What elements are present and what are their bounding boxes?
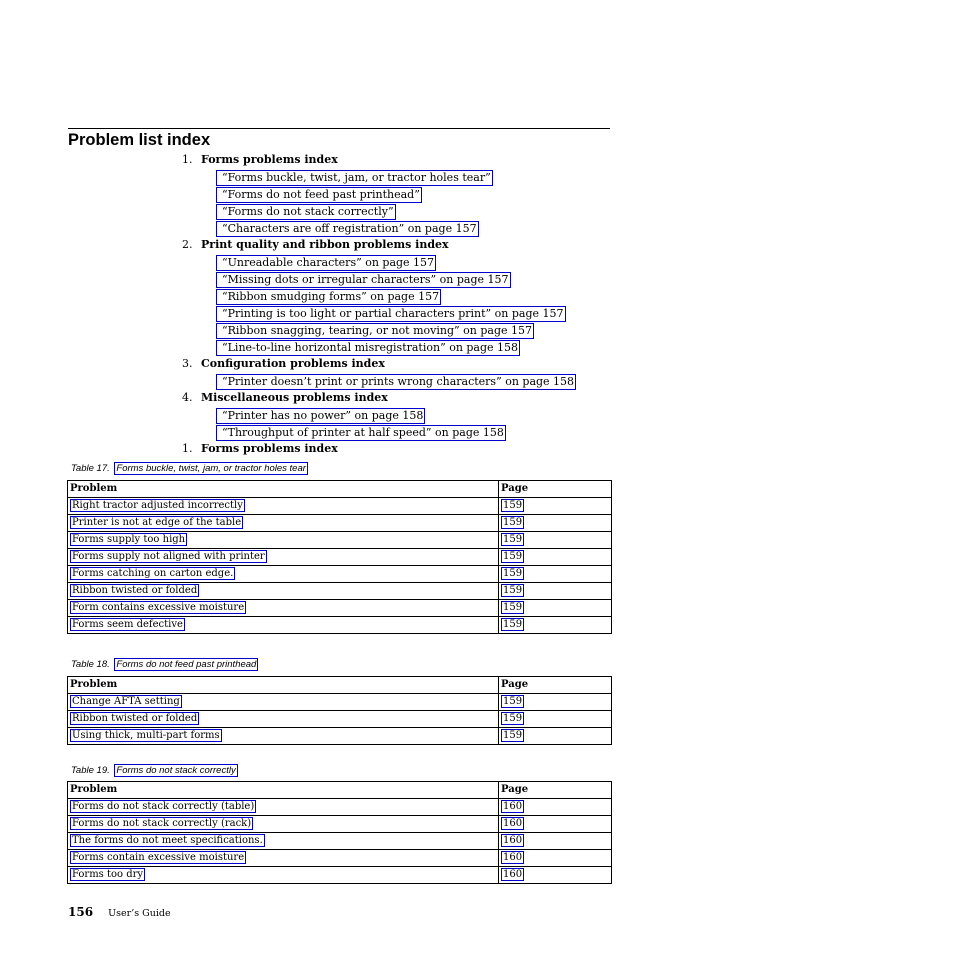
table-row xyxy=(68,850,612,867)
problem-link[interactable]: Ribbon twisted or folded xyxy=(72,585,198,596)
toc-link-printer-wrong-characters[interactable]: “Printer doesn’t print or prints wrong characters” on page 158 xyxy=(216,374,576,390)
section-number: 1. xyxy=(182,442,193,455)
page-link[interactable]: 159 xyxy=(503,585,523,596)
page-link[interactable]: 160 xyxy=(503,835,523,846)
toc-link-missing-dots[interactable]: “Missing dots or irregular characters” on page 157 xyxy=(216,272,511,288)
table-caption-link[interactable]: Forms do not feed past printhead xyxy=(116,659,257,670)
table-row xyxy=(68,600,612,617)
problem-link[interactable]: Forms contain excessive moisture xyxy=(72,852,245,863)
section-heading-forms: Forms problems index xyxy=(201,442,338,455)
page-link[interactable]: 159 xyxy=(503,568,523,579)
table-row xyxy=(68,549,612,566)
problem-link[interactable]: Using thick, multi-part forms xyxy=(72,730,220,741)
toc-link-characters-off-registration[interactable]: “Characters are off registration” on page 157 xyxy=(216,221,479,237)
page-link[interactable]: 160 xyxy=(503,869,523,880)
table-row xyxy=(68,816,612,833)
table-caption-number: Table 19. xyxy=(71,765,110,776)
table-row xyxy=(68,583,612,600)
toc-link-ribbon-snagging[interactable]: “Ribbon snagging, tearing, or not moving” on page 157 xyxy=(216,323,534,339)
toc-link-printing-too-light[interactable]: “Printing is too light or partial characters print” on page 157 xyxy=(216,306,566,322)
page-link[interactable]: 159 xyxy=(503,500,523,511)
header-page: Page xyxy=(499,481,612,498)
toc-section-configuration: Configuration problems index xyxy=(201,357,385,370)
toc-link-unreadable-characters[interactable]: “Unreadable characters” on page 157 xyxy=(216,255,436,271)
header-problem: Problem xyxy=(68,481,499,498)
problem-link[interactable]: Forms do not stack correctly (table) xyxy=(72,801,255,812)
table-caption xyxy=(71,658,258,671)
table-caption-number: Table 18. xyxy=(71,659,110,670)
page-link[interactable]: 159 xyxy=(503,517,523,528)
page-footer xyxy=(68,901,171,920)
table-row xyxy=(68,515,612,532)
page-link[interactable]: 159 xyxy=(503,551,523,562)
header-page: Page xyxy=(499,677,612,694)
toc-number: 1. xyxy=(182,153,193,166)
page-link[interactable]: 159 xyxy=(503,696,523,707)
table-row xyxy=(68,532,612,549)
table-forms-not-feed xyxy=(67,676,612,745)
toc-link-half-speed[interactable]: “Throughput of printer at half speed” on page 158 xyxy=(216,425,506,441)
page-link[interactable]: 159 xyxy=(503,534,523,545)
page-link[interactable]: 160 xyxy=(503,852,523,863)
page-link[interactable]: 159 xyxy=(503,730,523,741)
toc-number: 3. xyxy=(182,357,193,370)
page-number: 156 xyxy=(68,905,94,919)
page-link[interactable]: 159 xyxy=(503,619,523,630)
page-link[interactable]: 159 xyxy=(503,602,523,613)
toc-section-forms: Forms problems index xyxy=(201,153,338,166)
table-row xyxy=(68,867,612,884)
problem-link[interactable]: Forms catching on carton edge. xyxy=(72,568,234,579)
problem-link[interactable]: Right tractor adjusted incorrectly xyxy=(72,500,243,511)
problem-link[interactable]: Forms seem defective xyxy=(72,619,183,630)
problem-link[interactable]: Forms supply too high xyxy=(72,534,186,545)
toc-number: 4. xyxy=(182,391,193,404)
table-forms-buckle xyxy=(67,480,612,634)
problem-link[interactable]: Forms supply not aligned with printer xyxy=(72,551,265,562)
page-link[interactable]: 160 xyxy=(503,818,523,829)
table-caption xyxy=(71,462,308,475)
table-row xyxy=(68,694,612,711)
header-problem: Problem xyxy=(68,782,499,799)
page-link[interactable]: 159 xyxy=(503,713,523,724)
table-caption-number: Table 17. xyxy=(71,463,110,474)
table-forms-not-stack xyxy=(67,781,612,884)
problem-link[interactable]: The forms do not meet specifications. xyxy=(72,835,263,846)
problem-link[interactable]: Forms do not stack correctly (rack) xyxy=(72,818,252,829)
toc-link-forms-buckle[interactable]: “Forms buckle, twist, jam, or tractor holes tear” xyxy=(216,170,493,186)
table-caption-link[interactable]: Forms buckle, twist, jam, or tractor holes tear xyxy=(116,463,306,474)
toc-link-no-power[interactable]: “Printer has no power” on page 158 xyxy=(216,408,425,424)
table-header-row xyxy=(68,782,612,799)
heading-rule xyxy=(68,128,610,129)
toc-section-print-quality: Print quality and ribbon problems index xyxy=(201,238,449,251)
table-row xyxy=(68,833,612,850)
problem-link[interactable]: Forms too dry xyxy=(72,869,144,880)
table-row xyxy=(68,498,612,515)
toc-section-miscellaneous: Miscellaneous problems index xyxy=(201,391,388,404)
page-title: Problem list index xyxy=(68,131,211,149)
problem-link[interactable]: Printer is not at edge of the table xyxy=(72,517,242,528)
toc-number: 2. xyxy=(182,238,193,251)
problem-link[interactable]: Ribbon twisted or folded xyxy=(72,713,198,724)
header-problem: Problem xyxy=(68,677,499,694)
toc-link-line-misregistration[interactable]: “Line-to-line horizontal misregistration” on page 158 xyxy=(216,340,520,356)
table-row xyxy=(68,617,612,634)
problem-link[interactable]: Form contains excessive moisture xyxy=(72,602,245,613)
table-header-row xyxy=(68,481,612,498)
table-row xyxy=(68,728,612,745)
table-row xyxy=(68,566,612,583)
toc-link-ribbon-smudging[interactable]: “Ribbon smudging forms” on page 157 xyxy=(216,289,441,305)
toc-link-forms-not-feed[interactable]: “Forms do not feed past printhead” xyxy=(216,187,422,203)
table-caption-link[interactable]: Forms do not stack correctly xyxy=(116,765,236,776)
table-row xyxy=(68,799,612,816)
problem-link[interactable]: Change AFTA setting xyxy=(72,696,180,707)
toc-link-forms-not-stack[interactable]: “Forms do not stack correctly” xyxy=(216,204,396,220)
page-link[interactable]: 160 xyxy=(503,801,523,812)
table-header-row xyxy=(68,677,612,694)
table-row xyxy=(68,711,612,728)
guide-title: User’s Guide xyxy=(108,908,171,919)
table-caption xyxy=(71,764,238,777)
header-page: Page xyxy=(499,782,612,799)
